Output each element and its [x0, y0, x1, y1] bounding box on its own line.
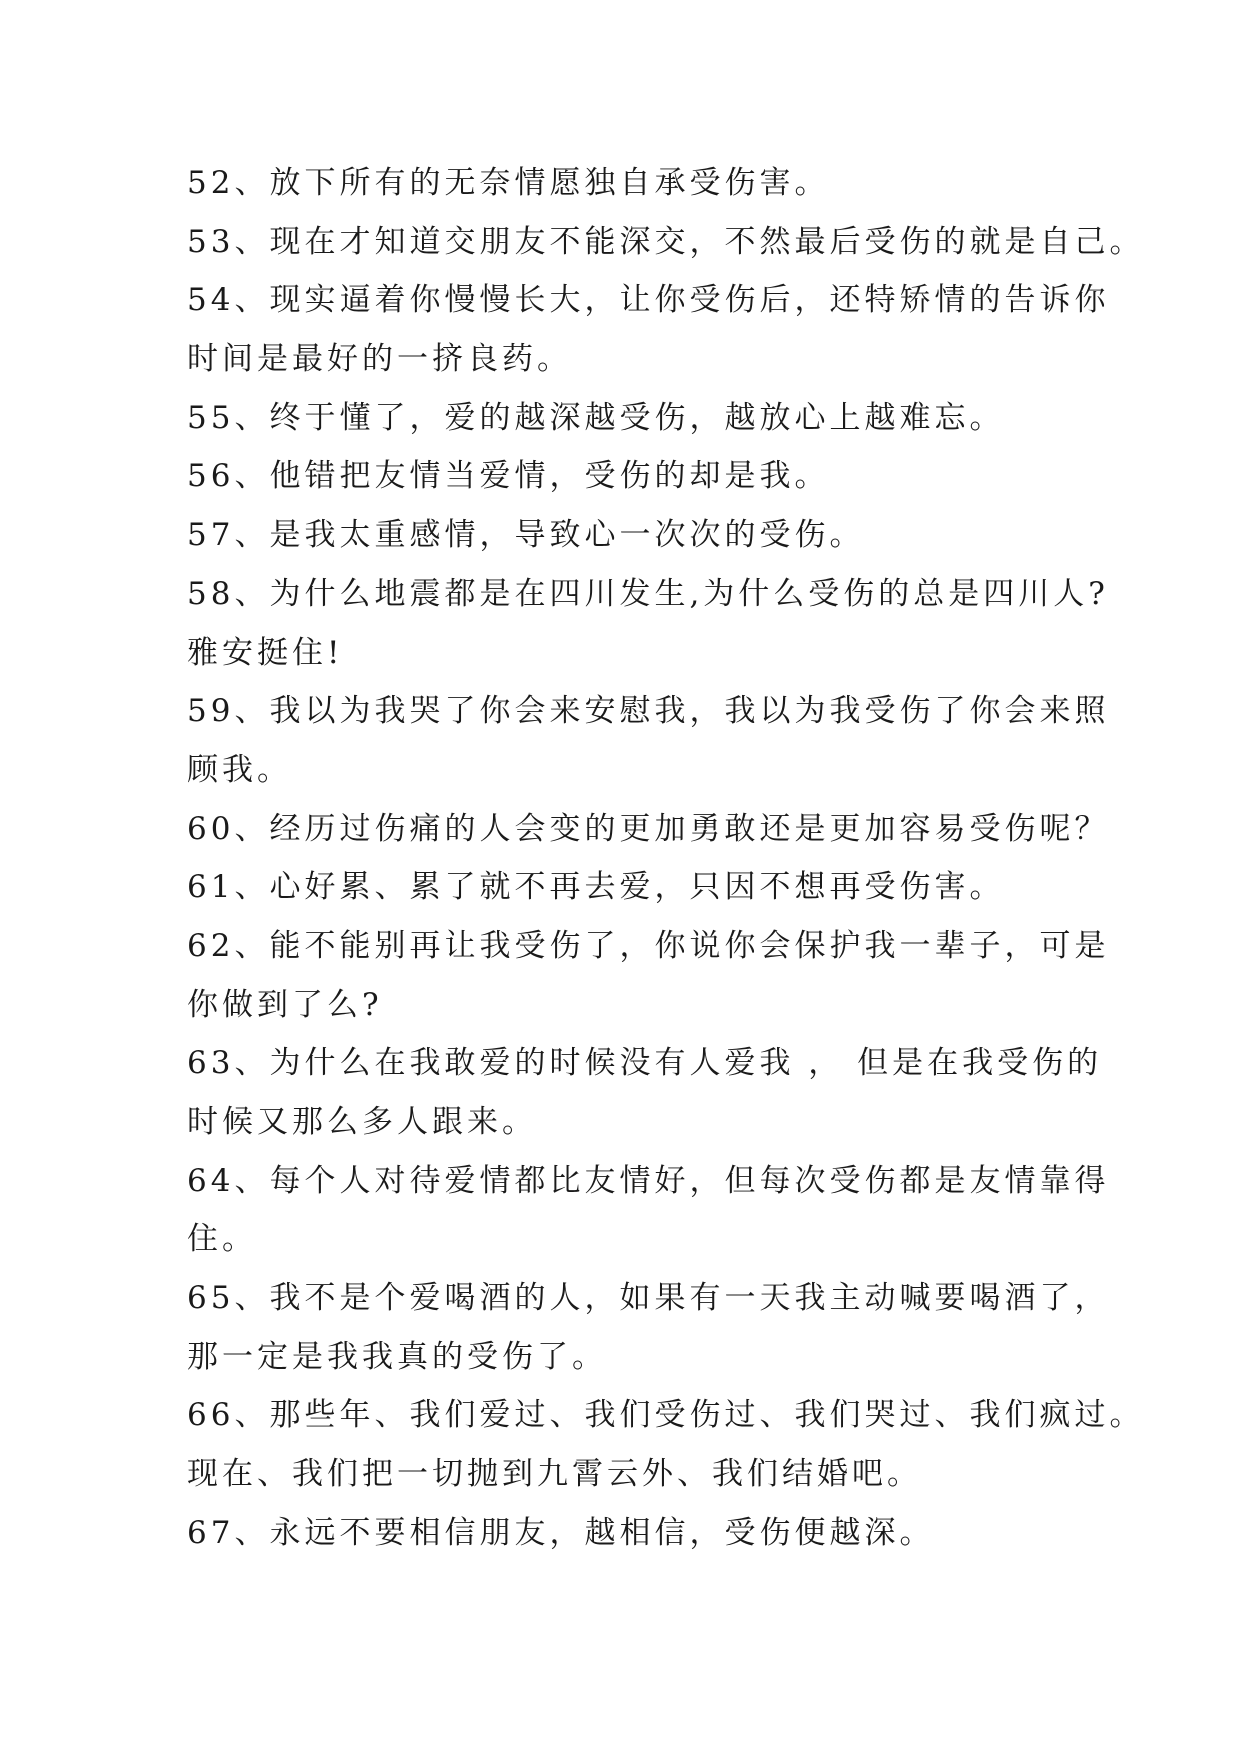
text-line: 66、那些年、我们爱过、我们受伤过、我们哭过、我们疯过。	[187, 1397, 1145, 1434]
text-line: 住。	[187, 1221, 257, 1258]
text-line: 59、我以为我哭了你会来安慰我，我以为我受伤了你会来照	[187, 693, 1110, 730]
text-line: 现在、我们把一切抛到九霄云外、我们结婚吧。	[187, 1456, 922, 1493]
text-line: 时间是最好的一挤良药。	[187, 341, 572, 378]
document-body	[187, 154, 1145, 1563]
text-line: 雅安挺住!	[187, 634, 344, 671]
text-line: 56、他错把友情当爱情，受伤的却是我。	[187, 458, 830, 495]
text-line: 58、为什么地震都是在四川发生,为什么受伤的总是四川人?	[187, 575, 1109, 612]
text-line: 你做到了么?	[187, 986, 383, 1023]
text-line: 55、终于懂了，爱的越深越受伤，越放心上越难忘。	[187, 399, 1005, 436]
text-line: 52、放下所有的无奈情愿独自承受伤害。	[187, 165, 830, 201]
text-line: 67、永远不要相信朋友，越相信，受伤便越深。	[187, 1514, 935, 1551]
text-line: 53、现在才知道交朋友不能深交，不然最后受伤的就是自己。	[187, 223, 1145, 260]
text-line: 57、是我太重感情，导致心一次次的受伤。	[187, 517, 865, 554]
text-line: 时候又那么多人跟来。	[187, 1104, 537, 1140]
text-line: 63、为什么在我敢爱的时候没有人爱我 ， 但是在我受伤的	[187, 1045, 1103, 1082]
text-line: 顾我。	[187, 751, 292, 788]
text-line: 65、我不是个爱喝酒的人，如果有一天我主动喊要喝酒了，	[187, 1280, 1110, 1317]
text-line: 61、心好累、累了就不再去爱，只因不想再受伤害。	[187, 869, 1005, 906]
text-line: 那一定是我我真的受伤了。	[187, 1338, 607, 1375]
text-line: 54、现实逼着你慢慢长大，让你受伤后，还特矫情的告诉你	[187, 282, 1110, 319]
text-line: 60、经历过伤痛的人会变的更加勇敢还是更加容易受伤呢？	[187, 810, 1110, 847]
text-line: 64、每个人对待爱情都比友情好，但每次受伤都是友情靠得	[187, 1162, 1110, 1199]
text-line: 62、能不能别再让我受伤了，你说你会保护我一辈子，可是	[187, 927, 1110, 964]
